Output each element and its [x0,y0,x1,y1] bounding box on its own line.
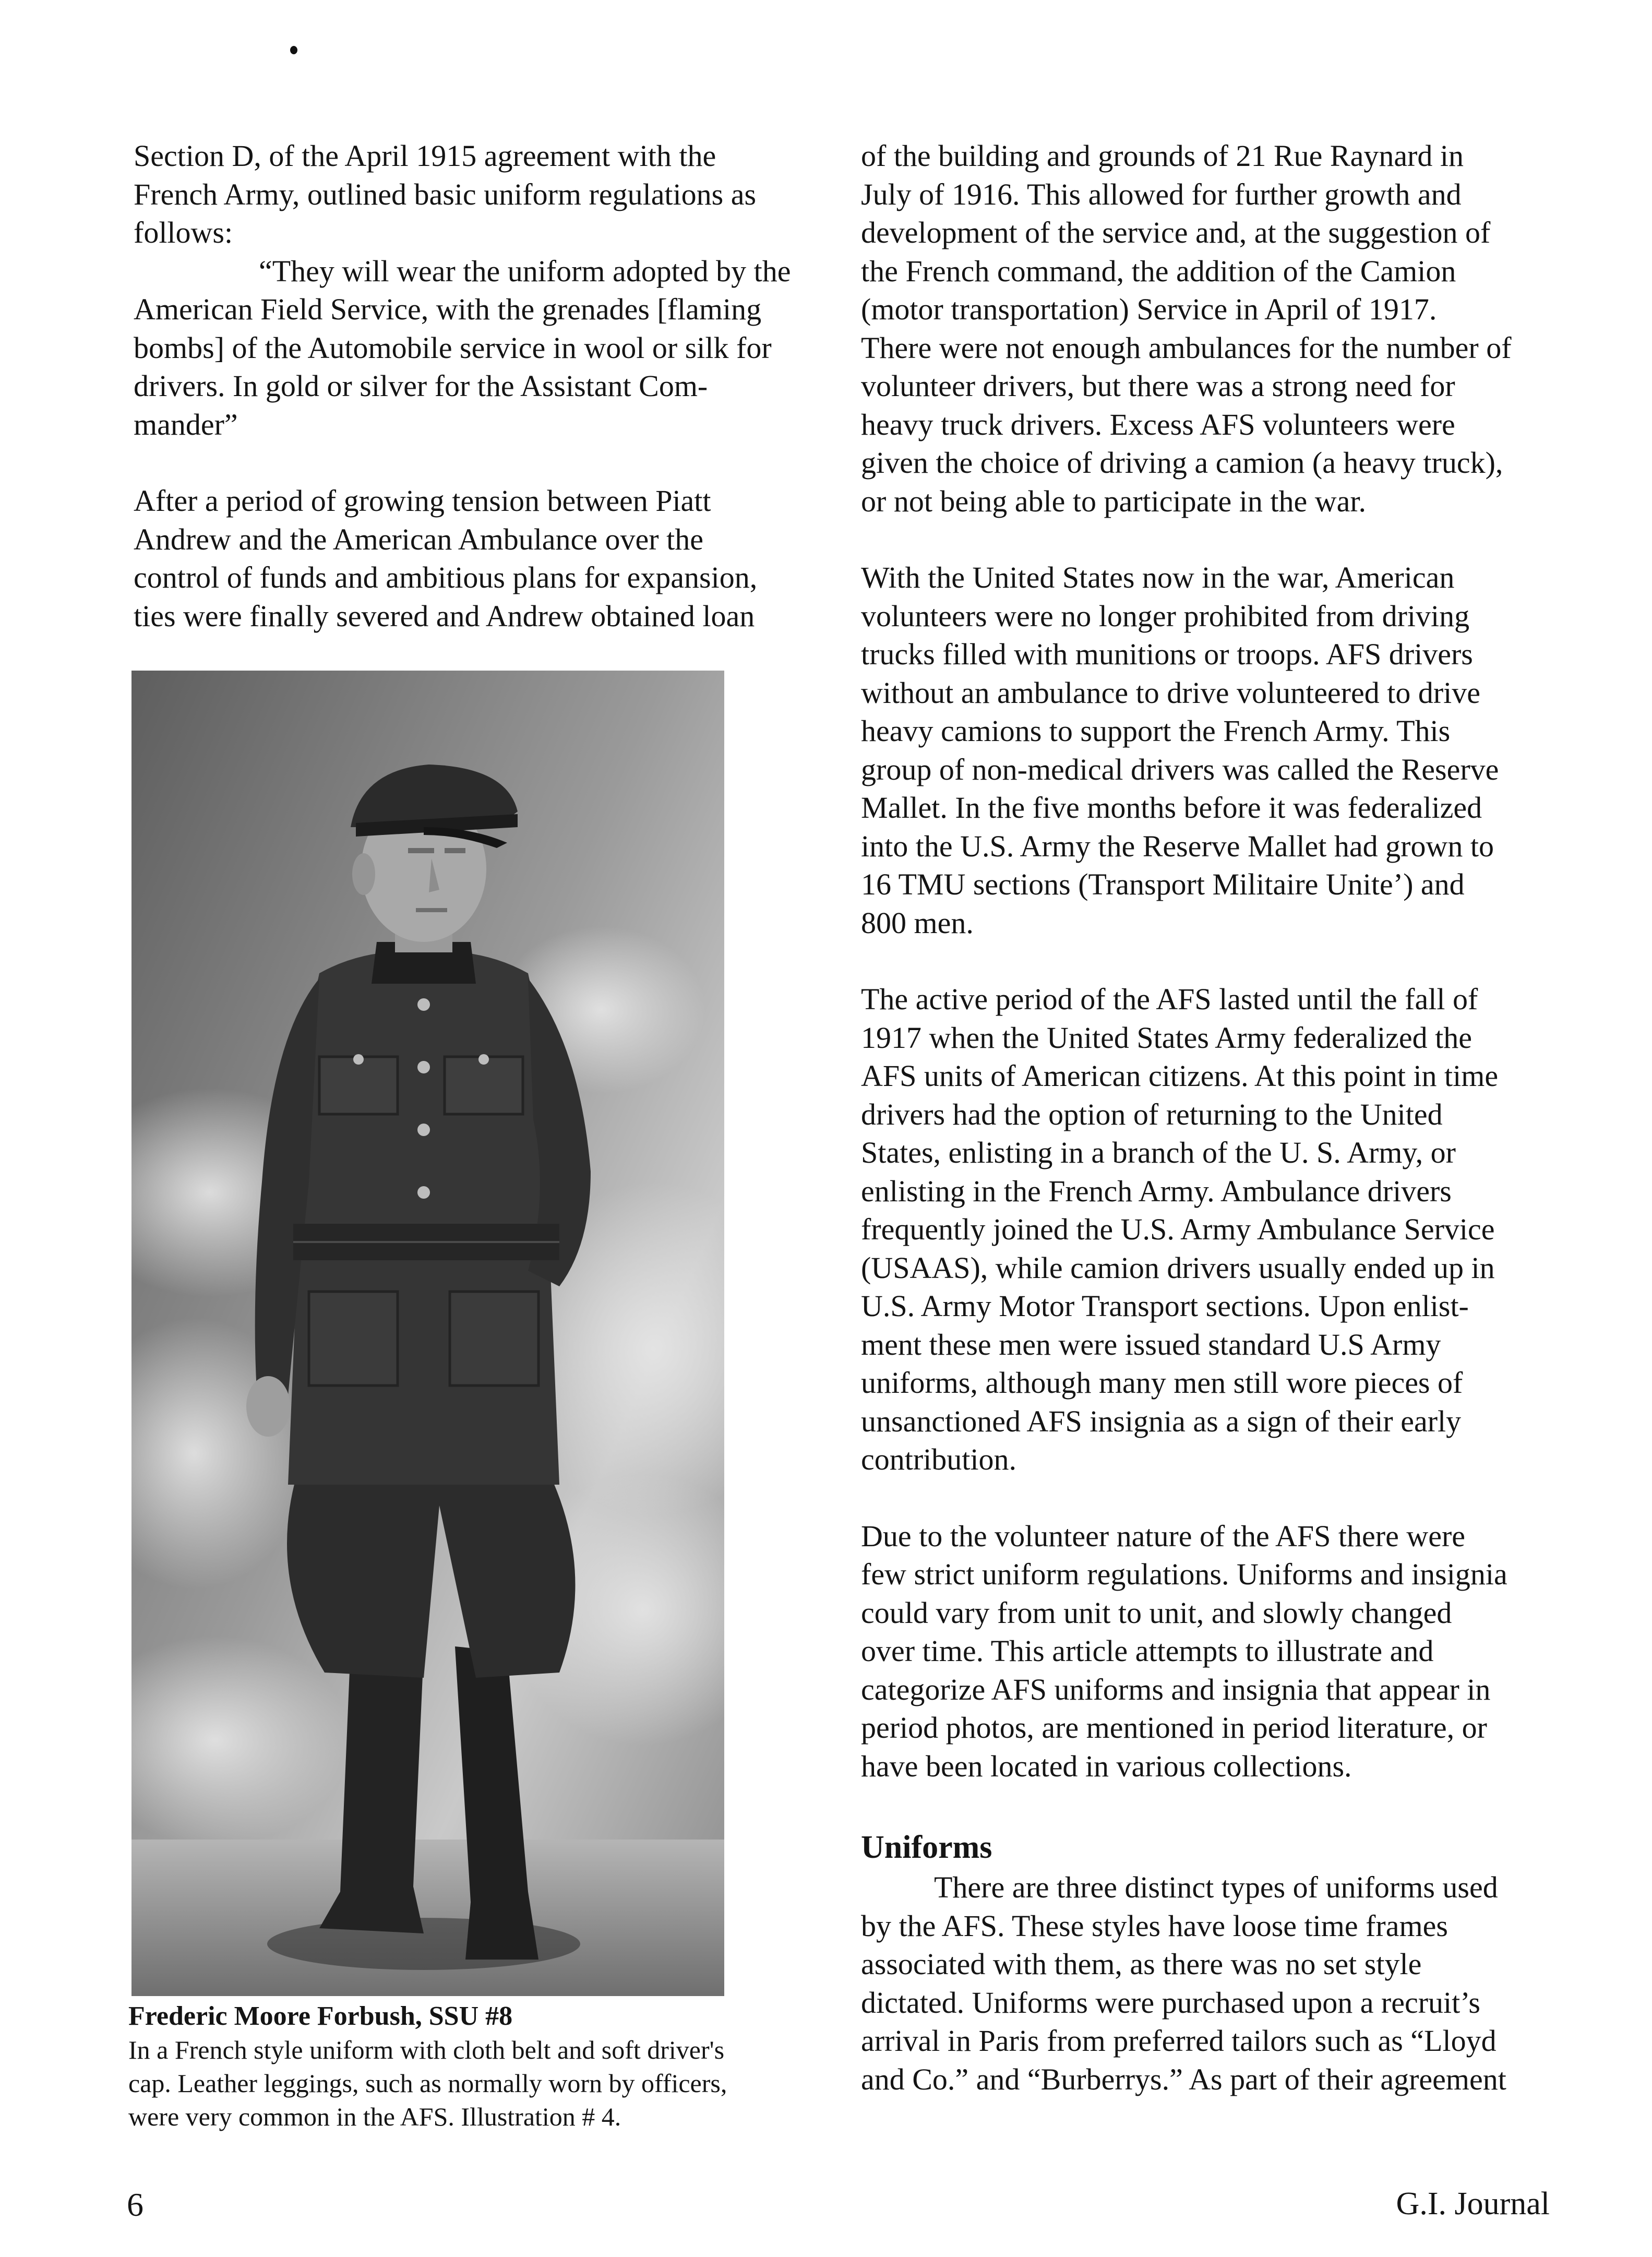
text-line: could vary from unit to unit, and slowly changed [861,1595,1452,1630]
text-line: heavy truck drivers. Excess AFS volunteers were [861,407,1455,441]
text-line: have been located in various collections. [861,1749,1352,1783]
text-line: The active period of the AFS lasted until the fall of [861,982,1478,1016]
section-heading-uniforms: Uniforms [861,1830,992,1865]
paragraph-gap [861,1785,1558,1823]
regulation-quote [134,252,822,444]
text-line: of the building and grounds of 21 Rue Raynard in [861,139,1464,173]
text-line: over time. This article attempts to illustrate and [861,1634,1434,1668]
text-line: Mallet. In the five months before it was federalized [861,791,1482,825]
photo-caption [128,2000,838,2133]
text-line: without an ambulance to drive volunteered to drive [861,675,1481,710]
text-line: AFS units of American citizens. At this point in time [861,1059,1499,1093]
text-line: July of 1916. This allowed for further growth and [861,177,1462,211]
text-line: arrival in Paris from preferred tailors such as “Lloyd [861,2024,1497,2058]
text-line: group of non-medical drivers was called the Reserve [861,752,1499,786]
paragraph-regulations-intro [134,137,822,252]
caption-title: Frederic Moore Forbush, SSU #8 [128,2001,513,2031]
text-line: follows: [134,216,233,249]
text-line: categorize AFS uniforms and insignia that appear in [861,1672,1491,1706]
left-column [134,137,822,635]
text-line: by the AFS. These styles have loose time frames [861,1908,1448,1943]
text-line: associated with them, as there was no set style [861,1947,1422,1981]
text-line: volunteers were no longer prohibited from driving [861,599,1470,633]
text-line: ment these men were issued standard U.S Army [861,1327,1441,1362]
text-line: into the U.S. Army the Reserve Mallet had grown to [861,829,1494,863]
text-line: trucks filled with munitions or troops. AFS drivers [861,637,1473,671]
text-line: 1917 when the United States Army federalized the [861,1020,1472,1055]
text-line: uniforms, although many men still wore pieces of [861,1366,1463,1400]
paragraph-reserve-mallet [861,558,1558,942]
text-line: After a period of growing tension between Piatt [134,484,711,518]
text-line: given the choice of driving a camion (a heavy truck), [861,446,1503,480]
text-line: drivers had the option of returning to the United [861,1097,1443,1131]
text-line: There are three distinct types of uniforms used [934,1870,1498,1904]
soldier-portrait-photo [131,671,724,1996]
text-line: enlisting in the French Army. Ambulance drivers [861,1174,1452,1208]
text-line: heavy camions to support the French Army. This [861,714,1451,748]
text-line: French Army, outlined basic uniform regulations as [134,177,757,211]
text-line: few strict uniform regulations. Uniforms and insignia [861,1557,1507,1591]
text-line: Andrew and the American Ambulance over the [134,522,703,556]
paragraph-gap [861,942,1558,980]
paragraph-gap [861,1479,1558,1517]
text-line: 800 men. [861,905,974,940]
text-line: “They will wear the uniform adopted by the [259,254,791,288]
text-line: bombs] of the Automobile service in wool or silk for [134,330,772,365]
text-line: ties were finally severed and Andrew obtained loan [134,599,755,633]
text-line: frequently joined the U.S. Army Ambulance Service [861,1212,1495,1246]
portrait-illustration [131,671,724,1996]
paragraph-volunteer-nature [861,1517,1558,1786]
text-line: dictated. Uniforms were purchased upon a recruit’s [861,1985,1480,2020]
text-line: development of the service and, at the suggestion of [861,216,1491,249]
paragraph-uniform-types [861,1868,1558,2098]
text-line: period photos, are mentioned in period literature, or [861,1711,1487,1745]
text-line: (motor transportation) Service in April of 1917. [861,292,1437,326]
paragraph-tension [134,482,822,635]
text-line: unsanctioned AFS insignia as a sign of their early [861,1404,1462,1438]
caption-line: were very common in the AFS. Illustration # 4. [128,2102,621,2131]
text-line: contribution. [861,1442,1017,1476]
scan-speck [290,46,297,54]
caption-line: In a French style uniform with cloth belt and soft driver's [128,2035,725,2064]
text-line: U.S. Army Motor Transport sections. Upon enlist- [861,1289,1469,1323]
caption-line: cap. Leather leggings, such as normally worn by officers, [128,2069,727,2098]
right-column [861,137,1558,2098]
text-line: States, enlisting in a branch of the U. S. Army, or [861,1136,1456,1169]
text-line: There were not enough ambulances for the number of [861,330,1512,365]
text-line: Section D, of the April 1915 agreement with the [134,139,716,173]
text-line: and Co.” and “Burberrys.” As part of their agreement [861,2062,1506,2096]
text-line: volunteer drivers, but there was a strong need for [861,369,1455,403]
text-line: 16 TMU sections (Transport Militaire Unite’) and [861,867,1465,901]
text-line: or not being able to participate in the war. [861,484,1366,518]
paragraph-rue-raynard [861,137,1558,520]
text-line: the French command, the addition of the Camion [861,254,1456,288]
paragraph-gap [134,444,822,482]
publication-name: G.I. Journal [1396,2186,1550,2222]
paragraph-gap [861,520,1558,558]
paragraph-active-period [861,980,1558,1479]
text-line: With the United States now in the war, American [861,560,1455,594]
text-line: American Field Service, with the grenades [flaming [134,292,762,326]
page-number: 6 [127,2186,143,2223]
text-line: Due to the volunteer nature of the AFS there were [861,1519,1466,1553]
text-line: mander” [134,407,238,441]
text-line: control of funds and ambitious plans for expansion, [134,560,758,594]
text-line: drivers. In gold or silver for the Assistant Com- [134,369,708,403]
text-line: (USAAS), while camion drivers usually ended up in [861,1250,1495,1285]
